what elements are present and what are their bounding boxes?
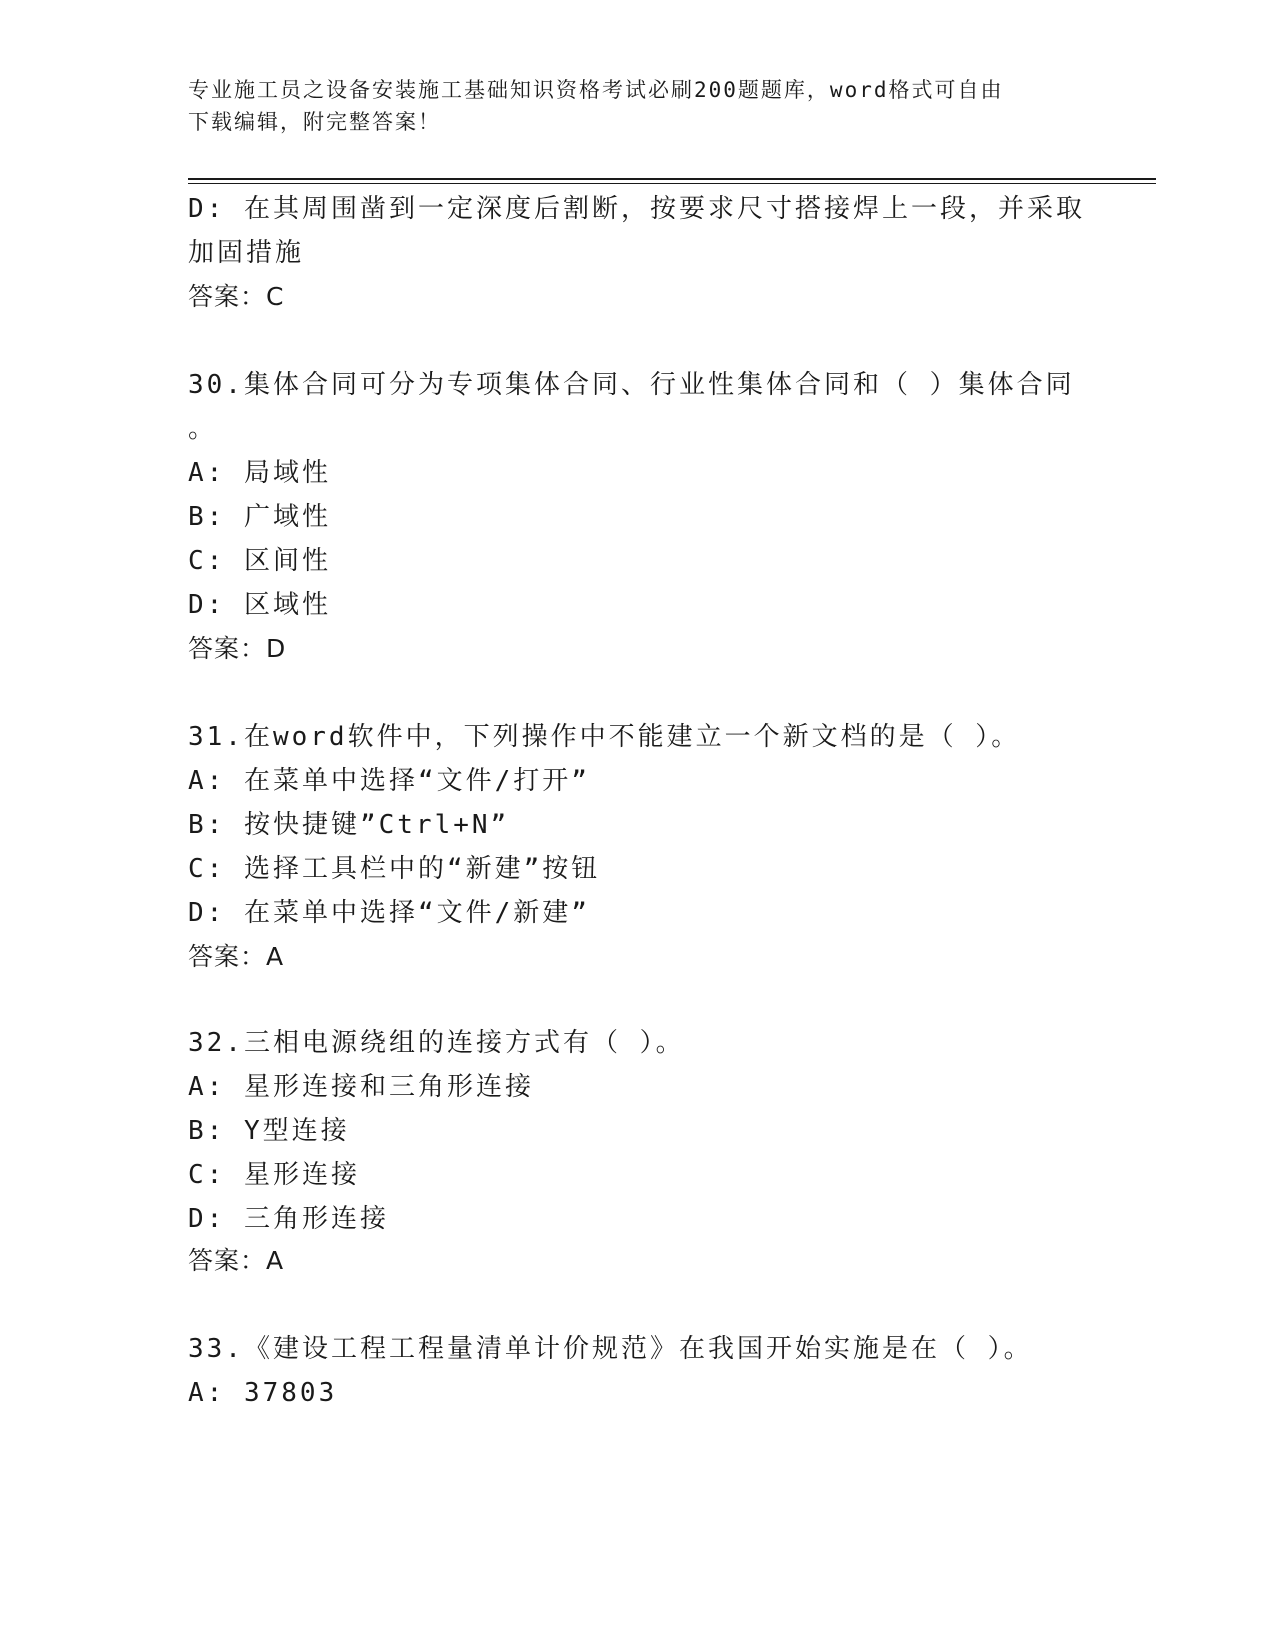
question-30-stem-cont: 。 — [188, 414, 218, 444]
question-30-option-d: D: 区域性 — [188, 590, 331, 620]
header-line-2: 下载编辑，附完整答案！ — [188, 110, 441, 134]
question-31-option-a: A: 在菜单中选择“文件/打开” — [188, 766, 590, 796]
answer-line: 答案：C — [188, 282, 285, 311]
question-30-stem: 30.集体合同可分为专项集体合同、行业性集体合同和（ ）集体合同 — [188, 370, 1075, 400]
option-d-continued-line-2: 加固措施 — [188, 238, 305, 268]
document-header — [188, 74, 1068, 138]
header-line-1: 专业施工员之设备安装施工基础知识资格考试必刷200题题库，word格式可自由 — [188, 78, 1004, 102]
question-32-stem: 32.三相电源绕组的连接方式有（ ）。 — [188, 1028, 685, 1058]
question-32-option-d: D: 三角形连接 — [188, 1204, 389, 1234]
question-31-answer: 答案：A — [188, 942, 285, 971]
question-32-option-a: A: 星形连接和三角形连接 — [188, 1072, 534, 1102]
question-32-option-b: B: Y型连接 — [188, 1116, 350, 1146]
question-30-answer: 答案：D — [188, 634, 287, 663]
question-31-option-d: D: 在菜单中选择“文件/新建” — [188, 898, 590, 928]
question-31-option-c: C: 选择工具栏中的“新建”按钮 — [188, 854, 601, 884]
question-30-option-b: B: 广域性 — [188, 502, 331, 532]
question-33-option-a: A: 37803 — [188, 1378, 338, 1408]
question-32-option-c: C: 星形连接 — [188, 1160, 360, 1190]
question-31-option-b: B: 按快捷键”Ctrl+N” — [188, 810, 510, 840]
question-30-option-c: C: 区间性 — [188, 546, 331, 576]
header-rule-thin — [188, 183, 1156, 184]
question-32-answer: 答案：A — [188, 1246, 285, 1275]
question-33-stem: 33.《建设工程工程量清单计价规范》在我国开始实施是在（ ）。 — [188, 1334, 1033, 1364]
question-31-stem: 31.在word软件中，下列操作中不能建立一个新文档的是（ ）。 — [188, 722, 1021, 752]
header-rule-thick — [188, 178, 1156, 180]
option-d-continued-line-1: D: 在其周围凿到一定深度后割断，按要求尺寸搭接焊上一段，并采取 — [188, 194, 1085, 224]
question-30-option-a: A: 局域性 — [188, 458, 331, 488]
